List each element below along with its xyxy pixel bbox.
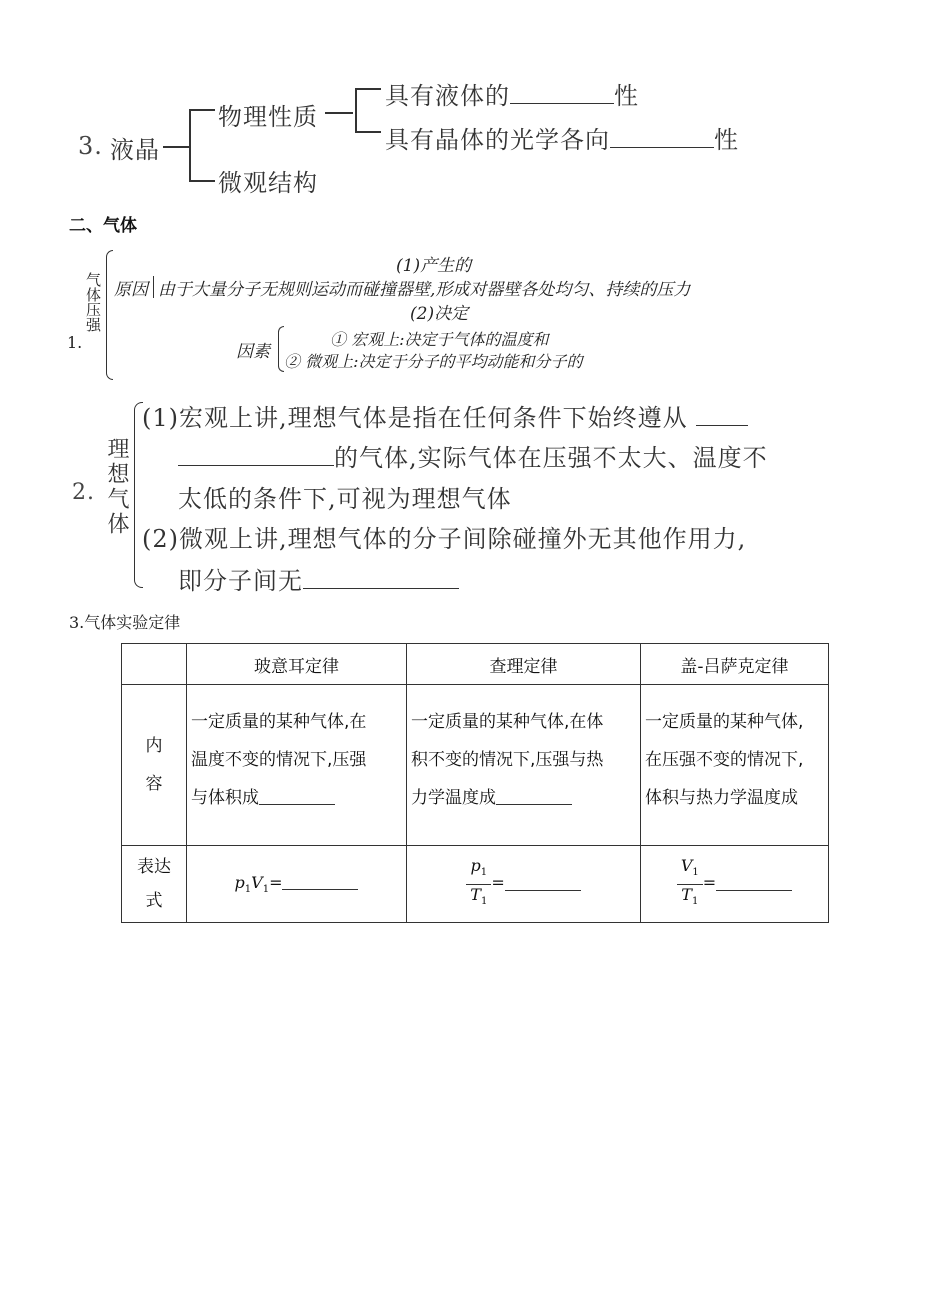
answer-blank — [178, 464, 334, 466]
formula-equals: = — [269, 872, 283, 892]
cell-line — [411, 779, 636, 817]
connector-line — [325, 112, 353, 114]
table-cell — [641, 685, 829, 846]
answer-blank — [610, 146, 714, 148]
formula-symbol: V — [251, 872, 263, 892]
table-header-cell: 玻意耳定律 — [187, 644, 407, 685]
formula-charles — [407, 846, 641, 923]
ideal-line-1 — [142, 398, 748, 433]
branch-micro: 微观结构 — [218, 169, 318, 197]
table-row — [122, 846, 829, 923]
item-number: 2. — [72, 480, 95, 505]
row-label-formula — [122, 846, 187, 923]
formula-equals: = — [491, 873, 505, 893]
formula-boyle — [187, 846, 407, 923]
branch-physical: 物理性质 — [218, 103, 318, 131]
table-header-row — [122, 644, 829, 685]
cause-text: 由于大量分子无规则运动而碰撞器壁,形成对器壁各处均匀、持续的压力 — [158, 280, 691, 300]
row-label-text: 内容 — [145, 736, 163, 794]
formula-gay-lussac — [641, 846, 829, 923]
ideal-line-4: (2)微观上讲,理想气体的分子间除碰撞外无其他作用力, — [142, 525, 747, 553]
ideal-line-5-text: 即分子间无 — [178, 567, 303, 595]
fraction-numerator — [677, 856, 703, 884]
item-number: 3. — [78, 132, 103, 160]
formula-subscript: 1 — [262, 884, 270, 896]
formula-subscript: 1 — [480, 867, 488, 879]
property-1-suffix: 性 — [614, 82, 639, 110]
bracket-line — [355, 88, 381, 90]
ideal-gas-label: 理想气体 — [104, 437, 129, 537]
ideal-line-1-text: (1)宏观上讲,理想气体是指在任何条件下始终遵从 — [142, 404, 688, 432]
row-label-text: 表达式 — [137, 857, 171, 911]
bracket-line — [355, 88, 357, 132]
row-label-content — [122, 685, 187, 846]
property-2-text: 具有晶体的光学各向 — [385, 126, 610, 154]
formula-fraction — [677, 856, 703, 911]
factor-micro: ② 微观上:决定于分子的平均动能和分子的 — [284, 352, 583, 371]
formula-fraction — [466, 856, 491, 911]
answer-blank — [510, 102, 614, 104]
cell-text: 力学温度成 — [411, 788, 496, 808]
cell-line: 一定质量的某种气体, — [645, 712, 804, 732]
cell-line — [191, 779, 402, 817]
cell-line: 积不变的情况下,压强与热 — [411, 750, 604, 770]
ideal-line-3: 太低的条件下,可视为理想气体 — [178, 485, 512, 513]
cell-line: 在压强不变的情况下, — [645, 750, 804, 770]
property-2-suffix: 性 — [714, 126, 739, 154]
fraction-denominator — [677, 885, 702, 912]
fraction-denominator — [466, 885, 491, 912]
ideal-line-5 — [178, 561, 459, 596]
formula-symbol: V — [680, 856, 693, 876]
formula-symbol: p — [234, 872, 245, 892]
formula-equals: = — [702, 873, 717, 893]
answer-blank — [496, 803, 572, 805]
formula-symbol: p — [470, 856, 481, 876]
table-cell — [187, 685, 407, 846]
table-header-cell — [122, 644, 187, 685]
ideal-line-2 — [178, 438, 768, 473]
bracket-line — [189, 180, 215, 182]
property-2 — [385, 120, 739, 155]
cell-line: 体积与热力学温度成 — [645, 788, 798, 808]
item-number: 1. — [67, 333, 83, 352]
formula-symbol: T — [681, 884, 692, 904]
property-1-text: 具有液体的 — [385, 82, 510, 110]
answer-blank — [505, 889, 581, 891]
formula-subscript: 1 — [691, 895, 699, 907]
property-1 — [385, 76, 639, 111]
table-header-cell: 盖-吕萨克定律 — [641, 644, 829, 685]
table-header-cell: 查理定律 — [407, 644, 641, 685]
answer-blank — [696, 424, 748, 426]
bracket-line — [189, 109, 191, 181]
ideal-line-2-text: 的气体,实际气体在压强不太大、温度不 — [334, 444, 768, 472]
cell-line: 一定质量的某种气体,在 — [191, 712, 367, 732]
factor-macro: ① 宏观上:决定于气体的温度和 — [330, 330, 549, 349]
formula-subscript: 1 — [244, 884, 252, 896]
section-heading: 二、气体 — [69, 216, 137, 236]
formula-symbol: T — [470, 884, 481, 904]
cell-line: 一定质量的某种气体,在体 — [411, 712, 604, 732]
brace — [106, 250, 113, 380]
cell-line: 温度不变的情况下,压强 — [191, 750, 367, 770]
gas-pressure-label: 气体压强 — [84, 272, 102, 332]
answer-blank — [303, 587, 459, 589]
answer-blank — [716, 889, 792, 891]
cause-label: 原因 — [114, 280, 148, 300]
decide-item: (2)决定 — [410, 304, 469, 324]
cause-item: (1)产生的 — [396, 256, 472, 276]
answer-blank — [282, 888, 358, 890]
connector-line — [163, 146, 189, 148]
divider — [153, 276, 154, 298]
bracket-line — [355, 131, 381, 133]
factor-label: 因素 — [236, 342, 270, 362]
table-row — [122, 685, 829, 846]
formula-subscript: 1 — [480, 895, 488, 907]
fraction-numerator — [466, 856, 491, 884]
formula-subscript: 1 — [692, 867, 699, 879]
liquid-crystal-title: 液晶 — [110, 136, 160, 164]
table-cell — [407, 685, 641, 846]
gas-laws-table — [121, 643, 829, 923]
cell-text: 与体积成 — [191, 788, 259, 808]
laws-heading: 3.气体实验定律 — [69, 613, 181, 632]
answer-blank — [259, 803, 335, 805]
bracket-line — [189, 109, 215, 111]
